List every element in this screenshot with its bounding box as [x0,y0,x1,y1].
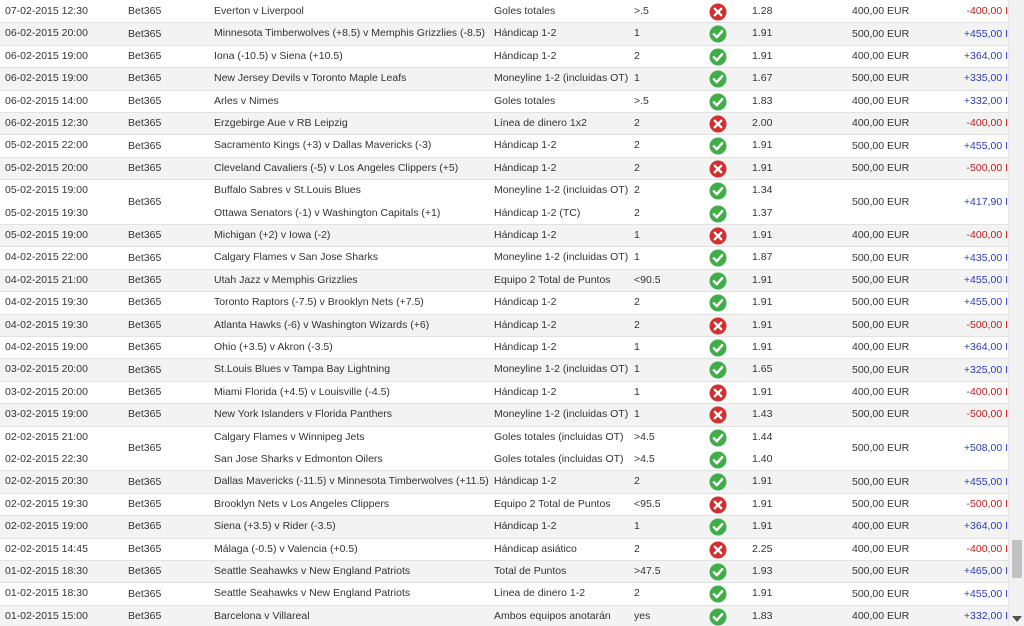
profit-loss: -400,00 I [966,5,1008,18]
win-check-icon [709,93,727,111]
event-name: Buffalo Sabres v St.Louis Blues [214,184,361,197]
market-name: Hándicap 1-2 [494,161,557,174]
selection: yes [634,609,651,622]
bet-date: 04-02-2015 22:00 [5,251,88,264]
odds: 1.83 [752,609,773,622]
profit-loss: +455,00 I [963,139,1008,152]
bookmaker: Bet365 [128,475,162,488]
bookmaker: Bet365 [128,27,162,40]
event-name: St.Louis Blues v Tampa Bay Lightning [214,363,391,376]
market-name: Equipo 2 Total de Puntos [494,273,611,286]
selection: 1 [634,229,640,241]
market-name: Hándicap 1-2 [494,229,557,241]
stake: 500,00 EUR [852,27,910,40]
odds: 1.83 [752,94,773,107]
bet-date: 05-02-2015 19:00 [5,184,88,197]
selection: >4.5 [634,452,655,465]
bet-row[interactable] [0,113,1008,135]
bet-row[interactable] [0,494,1008,516]
bookmaker: Bet365 [128,139,162,152]
bet-date: 06-02-2015 14:00 [5,94,88,107]
scroll-down-arrow-icon[interactable] [1012,616,1022,622]
odds: 1.87 [752,251,773,264]
market-name: Hándicap 1-2 [494,139,557,152]
odds: 1.43 [752,408,773,421]
selection: 2 [634,587,640,600]
stake: 400,00 EUR [852,117,910,130]
bet-date: 05-02-2015 22:00 [5,139,88,152]
stake: 500,00 EUR [852,72,910,85]
bet-date: 02-02-2015 19:30 [5,497,88,510]
bet-row[interactable] [0,68,1008,90]
stake: 500,00 EUR [852,587,910,600]
market-name: Total de Puntos [494,565,567,577]
bet-date: 05-02-2015 19:30 [5,206,88,219]
bet-row[interactable] [0,180,1008,225]
bet-date: 01-02-2015 18:30 [5,587,88,600]
scrollbar-thumb[interactable] [1012,540,1022,578]
odds: 1.34 [752,184,773,197]
bookmaker: Bet365 [128,385,162,398]
odds: 1.40 [752,452,773,465]
event-name: Calgary Flames v Winnipeg Jets [214,430,365,443]
odds: 1.65 [752,363,773,376]
bet-date: 03-02-2015 20:00 [5,385,88,398]
market-name: Hándicap asiático [494,542,577,555]
profit-loss: +364,00 I [963,49,1008,62]
bet-row[interactable] [0,292,1008,314]
stake: 500,00 EUR [852,251,910,264]
selection: 1 [634,27,640,40]
odds: 1.91 [752,385,773,398]
bookmaker: Bet365 [128,408,162,421]
win-check-icon [709,451,727,469]
stake: 500,00 EUR [852,161,910,174]
odds: 1.91 [752,341,773,353]
market-name: Hándicap 1-2 [494,341,557,353]
profit-loss: +455,00 I [963,587,1008,600]
selection: 2 [634,542,640,555]
bookmaker: Bet365 [128,195,162,208]
event-name: Seattle Seahawks v New England Patriots [214,565,411,577]
event-name: Michigan (+2) v Iowa (-2) [214,229,331,241]
profit-loss: -500,00 I [966,161,1008,174]
bet-row[interactable] [0,427,1008,472]
bet-date: 02-02-2015 21:00 [5,430,88,443]
bet-row[interactable] [0,337,1008,359]
profit-loss: +325,00 I [963,363,1008,376]
stake: 400,00 EUR [852,49,910,62]
bet-date: 01-02-2015 15:00 [5,609,88,622]
bookmaker: Bet365 [128,587,162,600]
market-name: Hándicap 1-2 [494,475,557,488]
bet-date: 05-02-2015 20:00 [5,161,88,174]
selection: 1 [634,363,640,376]
bookmaker: Bet365 [128,565,162,578]
bet-date: 03-02-2015 20:00 [5,363,88,376]
event-name: Cleveland Cavaliers (-5) v Los Angeles Clippers (+5) [214,161,459,174]
odds: 1.91 [752,139,773,152]
win-check-icon [709,249,727,267]
win-check-icon [709,563,727,581]
bookmaker: Bet365 [128,94,162,107]
market-name: Moneyline 1-2 (incluidas OT) [494,408,629,421]
profit-loss: +332,00 I [963,94,1008,107]
market-name: Goles totales [494,94,556,107]
bet-date: 04-02-2015 19:00 [5,341,88,353]
stake: 500,00 EUR [852,273,910,286]
selection: 2 [634,117,640,129]
event-name: Ottawa Senators (-1) v Washington Capitals (+1) [214,206,441,219]
market-name: Ambos equipos anotarán [494,609,611,622]
odds: 1.37 [752,206,773,219]
loss-cross-icon [709,496,727,514]
win-check-icon [709,25,727,43]
bookmaker: Bet365 [128,363,162,376]
selection: 2 [634,206,640,219]
odds: 1.91 [752,229,773,241]
odds: 2.00 [752,117,773,129]
bookmaker: Bet365 [128,273,162,286]
profit-loss: +335,00 I [963,72,1008,85]
stake: 400,00 EUR [852,5,910,18]
market-name: Hándicap 1-2 [494,27,557,40]
loss-cross-icon [709,406,727,424]
selection: 2 [634,161,640,174]
win-check-icon [709,48,727,66]
selection: 2 [634,318,640,331]
bet-date: 06-02-2015 19:00 [5,72,88,85]
event-name: Ohio (+3.5) v Akron (-3.5) [214,341,333,353]
bet-date: 04-02-2015 19:30 [5,318,88,331]
event-name: Málaga (-0.5) v Valencia (+0.5) [214,542,358,555]
profit-loss: +332,00 I [963,609,1008,622]
bookmaker: Bet365 [128,296,162,309]
bookmaker: Bet365 [128,161,162,174]
bet-date: 05-02-2015 19:00 [5,229,88,241]
bet-row[interactable] [0,1,1008,23]
event-name: Sacramento Kings (+3) v Dallas Mavericks (-3) [214,139,432,152]
bet-row[interactable] [0,270,1008,292]
market-name: Goles totales (incluidas OT) [494,452,624,465]
odds: 1.91 [752,475,773,488]
profit-loss: -500,00 I [966,497,1008,510]
bet-date: 06-02-2015 19:00 [5,49,88,62]
bet-row[interactable] [0,471,1008,493]
win-check-icon [709,339,727,357]
event-name: New York Islanders v Florida Panthers [214,408,393,421]
event-name: Atlanta Hawks (-6) v Washington Wizards (+6) [214,318,430,331]
odds: 1.91 [752,587,773,600]
win-check-icon [709,518,727,536]
bet-row[interactable] [0,606,1008,626]
market-name: Hándicap 1-2 [494,318,557,331]
win-check-icon [709,182,727,200]
profit-loss: +455,00 I [963,27,1008,40]
win-check-icon [709,429,727,447]
selection: 1 [634,408,640,421]
stake: 500,00 EUR [852,408,910,421]
win-check-icon [709,294,727,312]
stake: 500,00 EUR [852,441,910,454]
odds: 1.91 [752,161,773,174]
profit-loss: -400,00 I [966,229,1008,242]
loss-cross-icon [709,3,727,21]
profit-loss: +508,00 I [963,441,1008,454]
profit-loss: +435,00 I [963,251,1008,264]
bet-row[interactable] [0,516,1008,538]
market-name: Moneyline 1-2 (incluidas OT) [494,72,629,85]
bet-row[interactable] [0,539,1008,561]
stake: 400,00 EUR [852,520,910,533]
event-name: Iona (-10.5) v Siena (+10.5) [214,49,343,62]
odds: 1.91 [752,49,773,62]
bet-row[interactable] [0,359,1008,381]
win-check-icon [709,70,727,88]
profit-loss: -500,00 I [966,318,1008,331]
stake: 400,00 EUR [852,609,910,622]
bookmaker: Bet365 [128,49,162,62]
selection: 2 [634,475,640,488]
stake: 500,00 EUR [852,139,910,152]
market-name: Equipo 2 Total de Puntos [494,497,611,510]
bookmaker: Bet365 [128,520,162,533]
bookmaker: Bet365 [128,341,162,354]
market-name: Hándicap 1-2 [494,49,557,62]
event-name: Everton v Liverpool [214,5,304,17]
bet-row[interactable] [0,91,1008,113]
odds: 1.93 [752,565,773,577]
stake: 400,00 EUR [852,341,910,354]
bet-row[interactable] [0,158,1008,180]
profit-loss: -400,00 I [966,542,1008,555]
event-name: Brooklyn Nets v Los Angeles Clippers [214,497,390,510]
bookmaker: Bet365 [128,542,162,555]
stake: 500,00 EUR [852,497,910,510]
event-name: Siena (+3.5) v Rider (-3.5) [214,520,336,533]
bet-date: 02-02-2015 19:00 [5,520,88,533]
selection: <95.5 [634,497,661,510]
bookmaker: Bet365 [128,117,162,130]
loss-cross-icon [709,541,727,559]
odds: 1.91 [752,27,773,40]
win-check-icon [709,473,727,491]
bet-row[interactable] [0,561,1008,583]
selection: 2 [634,184,640,197]
odds: 1.91 [752,296,773,309]
bet-date: 06-02-2015 12:30 [5,117,88,129]
bookmaker: Bet365 [128,609,162,622]
stake: 500,00 EUR [852,318,910,331]
bookmaker: Bet365 [128,72,162,85]
bet-row[interactable] [0,225,1008,247]
loss-cross-icon [709,317,727,335]
stake: 500,00 EUR [852,475,910,488]
selection: 1 [634,520,640,533]
bet-row[interactable] [0,583,1008,605]
stake: 400,00 EUR [852,542,910,555]
stake: 500,00 EUR [852,195,910,208]
market-name: Goles totales (incluidas OT) [494,430,624,443]
profit-loss: +364,00 I [963,520,1008,533]
stake: 400,00 EUR [852,94,910,107]
odds: 1.67 [752,72,773,85]
profit-loss: +465,00 I [963,565,1008,578]
odds: 1.91 [752,520,773,533]
vertical-scrollbar[interactable] [1008,0,1024,626]
profit-loss: -400,00 I [966,385,1008,398]
win-check-icon [709,205,727,223]
event-name: Minnesota Timberwolves (+8.5) v Memphis Grizzlies (-8.5) [214,27,486,40]
bet-date: 07-02-2015 12:30 [5,5,88,17]
selection: >.5 [634,94,649,107]
bet-row[interactable] [0,404,1008,426]
selection: 2 [634,296,640,309]
market-name: Moneyline 1-2 (incluidas OT) [494,363,629,376]
loss-cross-icon [709,115,727,133]
event-name: Arles v Nimes [214,94,279,107]
profit-loss: +455,00 I [963,273,1008,286]
odds: 2.25 [752,542,773,555]
event-name: Seattle Seahawks v New England Patriots [214,587,411,600]
profit-loss: +455,00 I [963,296,1008,309]
profit-loss: +364,00 I [963,341,1008,354]
odds: 1.91 [752,273,773,286]
bet-row[interactable] [0,315,1008,337]
odds: 1.44 [752,430,773,443]
profit-loss: +417,90 I [963,195,1008,208]
selection: 1 [634,341,640,353]
bookmaker: Bet365 [128,318,162,331]
bet-row[interactable] [0,382,1008,404]
stake: 500,00 EUR [852,363,910,376]
stake: 500,00 EUR [852,296,910,309]
bet-row[interactable] [0,135,1008,157]
bookmaker: Bet365 [128,441,162,454]
stake: 500,00 EUR [852,565,910,578]
bet-date: 04-02-2015 21:00 [5,273,88,286]
market-name: Moneyline 1-2 (incluidas OT) [494,184,629,197]
stake: 400,00 EUR [852,229,910,242]
selection: 1 [634,251,640,264]
selection: 1 [634,72,640,85]
bet-date: 03-02-2015 19:00 [5,408,88,421]
selection: >.5 [634,5,649,17]
event-name: New Jersey Devils v Toronto Maple Leafs [214,72,407,85]
win-check-icon [709,361,727,379]
market-name: Goles totales [494,5,556,17]
win-check-icon [709,272,727,290]
bet-row[interactable] [0,46,1008,68]
bookmaker: Bet365 [128,497,162,510]
loss-cross-icon [709,227,727,245]
bookmaker: Bet365 [128,251,162,264]
event-name: Dallas Mavericks (-11.5) v Minnesota Timberwolves (+11.5) [214,475,489,488]
odds: 1.91 [752,497,773,510]
odds: 1.91 [752,318,773,331]
selection: 2 [634,139,640,152]
market-name: Moneyline 1-2 (incluidas OT) [494,251,629,264]
market-name: Línea de dinero 1-2 [494,587,586,600]
profit-loss: -400,00 I [966,117,1008,130]
event-name: Barcelona v Villareal [214,609,310,622]
bet-date: 02-02-2015 20:30 [5,475,88,488]
bet-date: 01-02-2015 18:30 [5,565,88,577]
event-name: Calgary Flames v San Jose Sharks [214,251,378,264]
odds: 1.28 [752,5,773,17]
bookmaker: Bet365 [128,5,162,18]
profit-loss: +455,00 I [963,475,1008,488]
bet-date: 02-02-2015 22:30 [5,452,88,465]
bet-row[interactable] [0,247,1008,269]
event-name: San Jose Sharks v Edmonton Oilers [214,452,383,465]
market-name: Hándicap 1-2 [494,296,557,309]
bet-row[interactable] [0,23,1008,45]
market-name: Línea de dinero 1x2 [494,117,587,129]
win-check-icon [709,137,727,155]
selection: >4.5 [634,430,655,443]
selection: 1 [634,385,640,398]
market-name: Hándicap 1-2 (TC) [494,206,581,219]
win-check-icon [709,608,727,626]
profit-loss: -500,00 I [966,408,1008,421]
loss-cross-icon [709,160,727,178]
selection: 2 [634,49,640,62]
bet-date: 04-02-2015 19:30 [5,296,88,309]
win-check-icon [709,585,727,603]
event-name: Erzgebirge Aue v RB Leipzig [214,117,348,129]
bet-date: 06-02-2015 20:00 [5,27,88,40]
selection: <90.5 [634,273,661,286]
bookmaker: Bet365 [128,229,162,242]
event-name: Toronto Raptors (-7.5) v Brooklyn Nets (+7.5) [214,296,424,309]
loss-cross-icon [709,384,727,402]
selection: >47.5 [634,565,661,577]
event-name: Utah Jazz v Memphis Grizzlies [214,273,358,286]
event-name: Miami Florida (+4.5) v Louisville (-4.5) [214,385,390,398]
market-name: Hándicap 1-2 [494,385,557,398]
bet-date: 02-02-2015 14:45 [5,542,88,555]
market-name: Hándicap 1-2 [494,520,557,533]
stake: 400,00 EUR [852,385,910,398]
